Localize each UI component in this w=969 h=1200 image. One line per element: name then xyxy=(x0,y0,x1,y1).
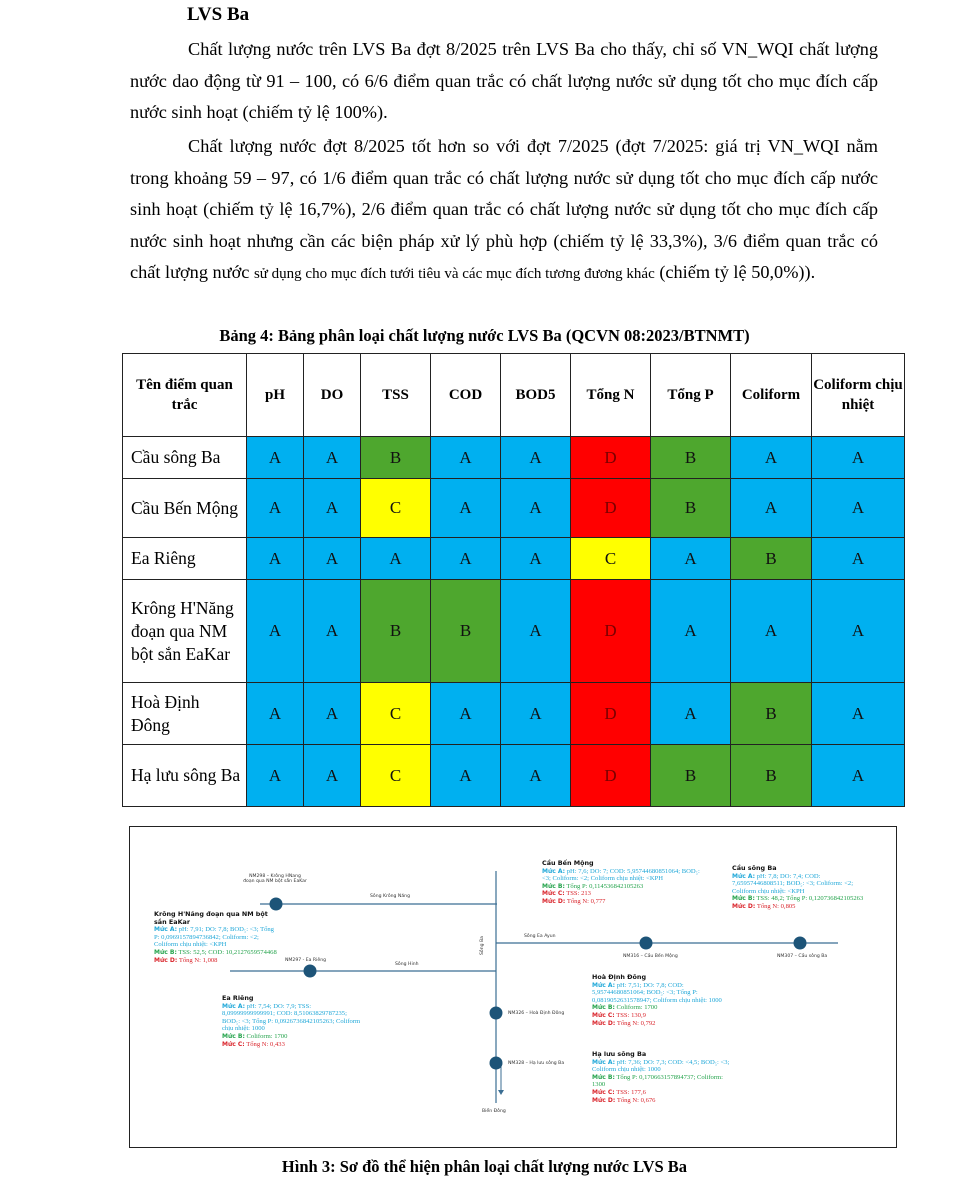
figure-diagram xyxy=(129,826,897,1148)
station-name-cell: Krông H'Năng đoạn qua NM bột sắn EaKar xyxy=(123,580,247,683)
grade-cell: B xyxy=(361,580,431,683)
station-label-nm297: NM297 - Ea Riêng xyxy=(285,958,327,963)
level-a-label: Mức A: xyxy=(592,981,616,989)
level-c-values: TSS: 213 xyxy=(566,890,591,898)
grade-cell: A xyxy=(304,538,361,580)
level-a-values: pH: 7,8; DO: 7,4; COD: 7,65957446808511; BOD₅: <3; Coliform: <2; Coliform chịu nhiệt: <KPH xyxy=(732,872,854,895)
level-b-values: Coliform: 1700 xyxy=(616,1004,658,1012)
grade-cell: C xyxy=(361,683,431,745)
level-d-label: Mức D: xyxy=(154,956,178,964)
header-do: DO xyxy=(304,354,361,437)
grade-cell: A xyxy=(812,538,905,580)
grade-cell: A xyxy=(501,538,571,580)
level-b-values: TSS: 48,2; Tổng P: 0,120736842105263 xyxy=(756,895,864,903)
table-row xyxy=(123,538,905,580)
station-name-cell: Cầu sông Ba xyxy=(123,437,247,479)
level-b-values: Tổng P: 0,114536842105263 xyxy=(566,882,644,890)
level-b-label: Mức B: xyxy=(592,1004,615,1012)
level-d-values: Tổng N: 0,792 xyxy=(616,1019,656,1027)
grade-cell: A xyxy=(247,580,304,683)
station-label-nm326: NM326 – Hoà Định Đông xyxy=(508,1011,565,1016)
level-b-label: Mức B: xyxy=(222,1032,245,1040)
river-label-ba: Sông Ba xyxy=(480,936,485,955)
info-ea-rieng xyxy=(222,995,362,1048)
station-node-nm326 xyxy=(490,1007,503,1020)
info-title: Cầu sông Ba xyxy=(732,864,777,872)
river-label-hinh: Sông Hinh xyxy=(395,962,419,967)
header-ph: pH xyxy=(247,354,304,437)
paragraph-comparison xyxy=(130,131,878,291)
grade-cell: D xyxy=(571,580,651,683)
table-body xyxy=(123,437,905,807)
header-cod: COD xyxy=(431,354,501,437)
table-row xyxy=(123,580,905,683)
grade-cell: A xyxy=(247,745,304,807)
level-d-label: Mức D: xyxy=(732,902,756,910)
table-caption: Bảng 4: Bảng phân loại chất lượng nước LVS Ba (QCVN 08:2023/BTNMT) xyxy=(219,326,750,345)
grade-cell: A xyxy=(501,479,571,538)
grade-cell: B xyxy=(651,437,731,479)
station-label-nm298-line2: đoạn qua NM bột sắn EaKar xyxy=(243,879,307,884)
grade-cell: C xyxy=(571,538,651,580)
grade-cell: A xyxy=(651,683,731,745)
grade-cell: B xyxy=(431,580,501,683)
grade-cell: B xyxy=(651,745,731,807)
level-d-label: Mức D: xyxy=(592,1096,616,1104)
arrow-head-icon xyxy=(498,1090,504,1095)
table-row xyxy=(123,437,905,479)
station-node-nm307 xyxy=(794,937,807,950)
level-b-values: Tổng P: 0,170663157894737; Coliform: 1300 xyxy=(592,1073,724,1089)
section-title: LVS Ba xyxy=(187,4,250,25)
paragraph-summary: Chất lượng nước trên LVS Ba đợt 8/2025 trên LVS Ba cho thấy, chỉ số VN_WQI chất lượng nước dao động từ 91 – 100, có 6/6 điểm quan trắc có chất lượng nước sử dụng tốt cho mục đích cấp nước sinh hoạt (chiếm tỷ lệ 100%). xyxy=(130,39,878,122)
paragraph-comparison-main: Chất lượng nước đợt 8/2025 tốt hơn so với đợt 7/2025 (đợt 7/2025: giá trị VN_WQI nằm trong khoảng 59 – 97, có 1/6 điểm quan trắc có chất lượng nước sử dụng tốt cho mục đích cấp nước sinh hoạt (chiếm tỷ lệ 16,7%), 2/6 điểm quan trắc có chất lượng nước sử dụng tốt cho mục đích cấp nước sinh hoạt nhưng cần các biện pháp xử lý phù hợp (chiếm tỷ lệ 33,3%), 3/6 điểm quan trắc có chất lượng nước xyxy=(130,136,878,282)
grade-cell: B xyxy=(731,538,812,580)
level-a-values: pH: 7,51; DO: 7,8; COD: 5,95744680851064; BOD₅: <3; Tổng P: 0,0819052631578947; Coliform chịu nhiệt: 1000 xyxy=(592,981,722,1004)
station-node-nm316 xyxy=(640,937,653,950)
header-total-n: Tổng N xyxy=(571,354,651,437)
level-a-label: Mức A: xyxy=(222,1002,246,1010)
grade-cell: A xyxy=(247,538,304,580)
table-header-row xyxy=(123,354,905,437)
level-d-values: Tổng N: 0,676 xyxy=(616,1096,656,1104)
grade-cell: A xyxy=(501,580,571,683)
grade-cell: A xyxy=(812,580,905,683)
grade-cell: A xyxy=(501,683,571,745)
level-a-values: pH: 7,36; DO: 7,3; COD: <4,5; BOD₅: <3; Coliform chịu nhiệt: 1000 xyxy=(592,1058,730,1074)
info-krong-hnang xyxy=(154,911,279,964)
info-title: Ea Riêng xyxy=(222,994,254,1002)
info-title: Krông H'Năng đoạn qua NM bột sắn EaKar xyxy=(154,910,268,926)
grade-cell: A xyxy=(812,745,905,807)
level-d-values: Tổng N: 0,777 xyxy=(566,897,606,905)
info-hoa-dinh-dong xyxy=(592,974,737,1027)
grade-cell: A xyxy=(431,479,501,538)
station-label-nm298 xyxy=(225,874,325,884)
level-d-values: Tổng N: 1,008 xyxy=(178,956,218,964)
header-total-p: Tổng P xyxy=(651,354,731,437)
table-row xyxy=(123,479,905,538)
water-quality-table xyxy=(122,353,905,807)
level-b-label: Mức B: xyxy=(542,882,565,890)
grade-cell: B xyxy=(731,683,812,745)
info-ha-luu-song-ba xyxy=(592,1051,737,1104)
info-cau-song-ba xyxy=(732,865,872,911)
station-label-nm307: NM307 – Cầu sông Ba xyxy=(777,954,828,959)
level-a-label: Mức A: xyxy=(592,1058,616,1066)
level-c-label: Mức C: xyxy=(592,1088,615,1096)
grade-cell: A xyxy=(812,437,905,479)
grade-cell: B xyxy=(651,479,731,538)
grade-cell: A xyxy=(731,580,812,683)
grade-cell: A xyxy=(431,683,501,745)
station-name-cell: Cầu Bến Mộng xyxy=(123,479,247,538)
info-title: Hoà Định Đông xyxy=(592,973,647,981)
header-coliform-thermo: Coliform chịu nhiệt xyxy=(812,354,905,437)
level-d-label: Mức D: xyxy=(592,1019,616,1027)
level-a-label: Mức A: xyxy=(732,872,756,880)
level-a-values: pH: 7,6; DO: 7; COD: 5,95744680851064; BOD₅: <3; Coliform: <2; Coliform chịu nhiệt: <KPH xyxy=(542,867,700,883)
info-cau-ben-mong xyxy=(542,860,707,906)
grade-cell: A xyxy=(651,580,731,683)
grade-cell: C xyxy=(361,745,431,807)
level-a-values: pH: 7,91; DO: 7,8; BOD₅: <3; Tổng P: 0,0969157894736842; Coliform: <2; Coliform chịu nhiệt: <KPH xyxy=(154,926,274,949)
level-c-values: Tổng N: 0,433 xyxy=(246,1040,285,1048)
paragraph-comparison-small: sử dụng cho mục đích tưới tiêu và các mục đích tương đương khác xyxy=(253,266,655,282)
grade-cell: B xyxy=(731,745,812,807)
level-a-label: Mức A: xyxy=(542,867,566,875)
header-coliform: Coliform xyxy=(731,354,812,437)
level-b-values: TSS: 52,5; COD: 10,2127659574468 xyxy=(178,948,277,956)
station-name-cell: Hạ lưu sông Ba xyxy=(123,745,247,807)
grade-cell: A xyxy=(361,538,431,580)
grade-cell: A xyxy=(431,745,501,807)
grade-cell: A xyxy=(304,683,361,745)
header-station: Tên điểm quan trắc xyxy=(123,354,247,437)
grade-cell: A xyxy=(247,683,304,745)
station-label-nm298-line1: NM298 – Krông HNang xyxy=(249,874,301,879)
header-bod5: BOD5 xyxy=(501,354,571,437)
grade-cell: A xyxy=(731,437,812,479)
level-c-values: TSS: 177,6 xyxy=(616,1088,646,1096)
river-label-krong-nang: Sông Krông Năng xyxy=(370,894,410,899)
station-node-nm298 xyxy=(270,898,283,911)
sea-label: Biển Đông xyxy=(482,1109,506,1114)
level-b-label: Mức B: xyxy=(732,895,755,903)
grade-cell: D xyxy=(571,479,651,538)
header-tss: TSS xyxy=(361,354,431,437)
level-c-label: Mức C: xyxy=(592,1011,615,1019)
river-label-ea-ayun: Sông Ea Ayun xyxy=(524,934,556,939)
level-d-values: Tổng N: 0,805 xyxy=(756,902,796,910)
level-a-values: pH: 7,54; DO: 7,9; TSS: 8,09999999999991; COD: 8,51063829787235; BOD₅: <3; Tổng P: 0,0926736842105263; Coliform chịu nhiệt: 1000 xyxy=(222,1002,361,1033)
grade-cell: A xyxy=(247,479,304,538)
paragraph-comparison-end: (chiếm tỷ lệ 50,0%)). xyxy=(654,262,816,282)
grade-cell: A xyxy=(501,745,571,807)
grade-cell: C xyxy=(361,479,431,538)
level-d-label: Mức D: xyxy=(542,897,566,905)
level-b-label: Mức B: xyxy=(154,948,177,956)
grade-cell: D xyxy=(571,437,651,479)
grade-cell: A xyxy=(304,745,361,807)
table-row xyxy=(123,745,905,807)
grade-cell: A xyxy=(247,437,304,479)
station-node-nm328 xyxy=(490,1057,503,1070)
station-label-nm316: NM316 – Cầu Bến Mộng xyxy=(623,954,678,959)
level-c-values: TSS: 130,9 xyxy=(616,1011,646,1019)
level-c-label: Mức C: xyxy=(542,890,565,898)
station-node-nm297 xyxy=(304,965,317,978)
grade-cell: A xyxy=(431,437,501,479)
station-name-cell: Ea Riêng xyxy=(123,538,247,580)
level-b-label: Mức B: xyxy=(592,1073,615,1081)
grade-cell: A xyxy=(304,580,361,683)
level-c-label: Mức C: xyxy=(222,1040,245,1048)
grade-cell: D xyxy=(571,683,651,745)
table-row xyxy=(123,683,905,745)
info-title: Hạ lưu sông Ba xyxy=(592,1050,647,1058)
grade-cell: A xyxy=(501,437,571,479)
grade-cell: A xyxy=(304,437,361,479)
grade-cell: A xyxy=(431,538,501,580)
grade-cell: B xyxy=(361,437,431,479)
grade-cell: D xyxy=(571,745,651,807)
info-title: Cầu Bến Mộng xyxy=(542,859,594,867)
grade-cell: A xyxy=(812,479,905,538)
grade-cell: A xyxy=(651,538,731,580)
figure-caption: Hình 3: Sơ đồ thể hiện phân loại chất lượng nước LVS Ba xyxy=(281,1157,688,1176)
station-label-nm328: NM328 – Hạ lưu sông Ba xyxy=(508,1061,565,1066)
grade-cell: A xyxy=(731,479,812,538)
grade-cell: A xyxy=(304,479,361,538)
grade-cell: A xyxy=(812,683,905,745)
level-a-label: Mức A: xyxy=(154,926,178,934)
level-b-values: Coliform: 1700 xyxy=(246,1032,288,1040)
station-name-cell: Hoà Định Đông xyxy=(123,683,247,745)
